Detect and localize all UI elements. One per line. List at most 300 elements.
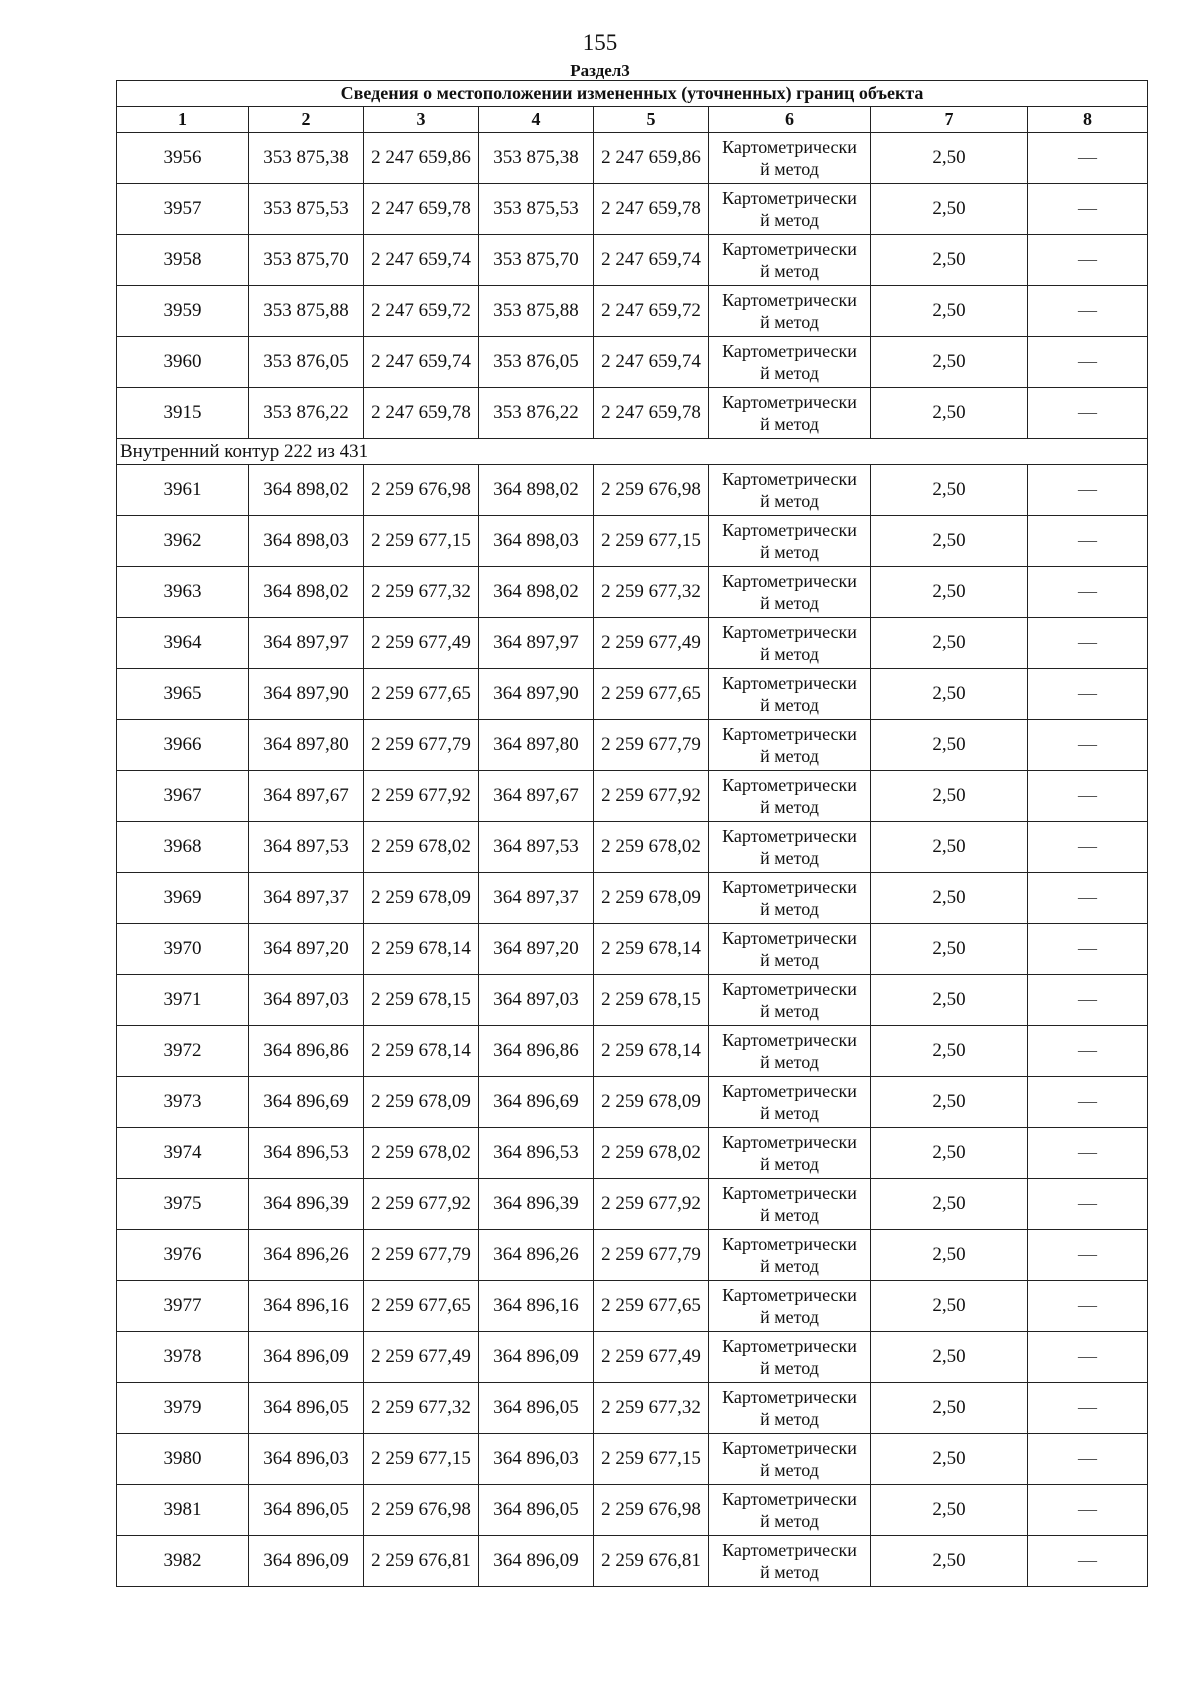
x-coordinate-new-cell: 364 896,39 [479, 1179, 594, 1230]
column-header: 1 [117, 107, 249, 133]
method-cell [709, 1179, 871, 1230]
y-coordinate-cell: 2 259 677,92 [364, 771, 479, 822]
method-cell [709, 924, 871, 975]
table-row [117, 465, 1148, 516]
table-row [117, 1128, 1148, 1179]
section-label: Раздел3 [570, 61, 630, 80]
x-coordinate-new-cell: 364 898,03 [479, 516, 594, 567]
empty-cell: — [1028, 465, 1148, 516]
empty-cell: — [1028, 822, 1148, 873]
y-coordinate-cell: 2 259 678,09 [364, 873, 479, 924]
y-coordinate-new-cell: 2 247 659,74 [594, 337, 709, 388]
precision-cell: 2,50 [871, 720, 1028, 771]
method-text-line1: Картометрически [722, 1540, 857, 1560]
x-coordinate-new-cell: 364 897,80 [479, 720, 594, 771]
method-text-line1: Картометрически [722, 1081, 857, 1101]
y-coordinate-new-cell: 2 259 678,09 [594, 1077, 709, 1128]
table-row [117, 133, 1148, 184]
method-text-line1: Картометрически [722, 622, 857, 642]
precision-cell: 2,50 [871, 567, 1028, 618]
point-number-cell: 3962 [117, 516, 249, 567]
point-number-cell: 3961 [117, 465, 249, 516]
empty-cell: — [1028, 388, 1148, 439]
method-text-line2: й метод [760, 1409, 819, 1429]
method-text-line1: Картометрически [722, 724, 857, 744]
method-cell [709, 184, 871, 235]
precision-cell: 2,50 [871, 133, 1028, 184]
precision-cell: 2,50 [871, 1536, 1028, 1587]
y-coordinate-new-cell: 2 259 677,15 [594, 1434, 709, 1485]
y-coordinate-new-cell: 2 259 677,32 [594, 1383, 709, 1434]
method-cell [709, 822, 871, 873]
precision-cell: 2,50 [871, 1332, 1028, 1383]
empty-cell: — [1028, 133, 1148, 184]
point-number-cell: 3959 [117, 286, 249, 337]
method-text-line1: Картометрически [722, 188, 857, 208]
x-coordinate-new-cell: 364 897,90 [479, 669, 594, 720]
y-coordinate-cell: 2 259 678,14 [364, 924, 479, 975]
method-cell [709, 1026, 871, 1077]
y-coordinate-cell: 2 259 676,98 [364, 465, 479, 516]
empty-cell: — [1028, 1077, 1148, 1128]
empty-cell: — [1028, 618, 1148, 669]
x-coordinate-new-cell: 364 896,09 [479, 1332, 594, 1383]
y-coordinate-new-cell: 2 247 659,72 [594, 286, 709, 337]
method-cell [709, 133, 871, 184]
method-text-line1: Картометрически [722, 571, 857, 591]
y-coordinate-cell: 2 247 659,74 [364, 337, 479, 388]
x-coordinate-cell: 364 896,86 [249, 1026, 364, 1077]
precision-cell: 2,50 [871, 1230, 1028, 1281]
x-coordinate-new-cell: 364 896,03 [479, 1434, 594, 1485]
column-header: 2 [249, 107, 364, 133]
y-coordinate-new-cell: 2 247 659,78 [594, 184, 709, 235]
y-coordinate-new-cell: 2 259 678,15 [594, 975, 709, 1026]
y-coordinate-new-cell: 2 259 677,32 [594, 567, 709, 618]
point-number-cell: 3957 [117, 184, 249, 235]
method-cell [709, 516, 871, 567]
empty-cell: — [1028, 337, 1148, 388]
method-text-line2: й метод [760, 899, 819, 919]
x-coordinate-cell: 364 898,02 [249, 567, 364, 618]
method-text-line1: Картометрически [722, 290, 857, 310]
method-text-line2: й метод [760, 746, 819, 766]
empty-cell: — [1028, 286, 1148, 337]
x-coordinate-new-cell: 364 896,86 [479, 1026, 594, 1077]
y-coordinate-new-cell: 2 259 677,92 [594, 771, 709, 822]
table-header-row [117, 107, 1148, 133]
y-coordinate-cell: 2 259 676,98 [364, 1485, 479, 1536]
y-coordinate-cell: 2 259 677,32 [364, 567, 479, 618]
method-text-line2: й метод [760, 491, 819, 511]
y-coordinate-new-cell: 2 259 676,98 [594, 465, 709, 516]
empty-cell: — [1028, 1332, 1148, 1383]
table-row [117, 618, 1148, 669]
point-number-cell: 3968 [117, 822, 249, 873]
method-cell [709, 1230, 871, 1281]
method-text-line2: й метод [760, 848, 819, 868]
precision-cell: 2,50 [871, 1179, 1028, 1230]
precision-cell: 2,50 [871, 1077, 1028, 1128]
y-coordinate-cell: 2 259 677,65 [364, 669, 479, 720]
point-number-cell: 3977 [117, 1281, 249, 1332]
table-row [117, 720, 1148, 771]
y-coordinate-new-cell: 2 259 677,79 [594, 1230, 709, 1281]
x-coordinate-new-cell: 353 876,05 [479, 337, 594, 388]
point-number-cell: 3974 [117, 1128, 249, 1179]
page-number: 155 [582, 30, 618, 55]
table-row [117, 1485, 1148, 1536]
column-header: 6 [709, 107, 871, 133]
method-text-line2: й метод [760, 159, 819, 179]
x-coordinate-new-cell: 353 875,53 [479, 184, 594, 235]
table-row [117, 1383, 1148, 1434]
x-coordinate-cell: 364 897,67 [249, 771, 364, 822]
point-number-cell: 3978 [117, 1332, 249, 1383]
point-number-cell: 3958 [117, 235, 249, 286]
point-number-cell: 3981 [117, 1485, 249, 1536]
y-coordinate-new-cell: 2 259 678,02 [594, 1128, 709, 1179]
x-coordinate-new-cell: 353 876,22 [479, 388, 594, 439]
column-header: 4 [479, 107, 594, 133]
point-number-cell: 3956 [117, 133, 249, 184]
precision-cell: 2,50 [871, 924, 1028, 975]
method-text-line2: й метод [760, 261, 819, 281]
y-coordinate-cell: 2 259 677,15 [364, 1434, 479, 1485]
x-coordinate-new-cell: 364 896,09 [479, 1536, 594, 1587]
method-text-line1: Картометрически [722, 1285, 857, 1305]
x-coordinate-new-cell: 364 896,69 [479, 1077, 594, 1128]
method-cell [709, 1383, 871, 1434]
y-coordinate-cell: 2 259 678,15 [364, 975, 479, 1026]
x-coordinate-cell: 364 896,53 [249, 1128, 364, 1179]
method-text-line2: й метод [760, 210, 819, 230]
method-text-line2: й метод [760, 1103, 819, 1123]
method-text-line2: й метод [760, 1052, 819, 1072]
method-text-line1: Картометрически [722, 392, 857, 412]
y-coordinate-cell: 2 247 659,72 [364, 286, 479, 337]
x-coordinate-new-cell: 364 897,20 [479, 924, 594, 975]
method-cell [709, 1128, 871, 1179]
method-text-line1: Картометрически [722, 1132, 857, 1152]
method-cell [709, 388, 871, 439]
method-text-line2: й метод [760, 363, 819, 383]
column-header: 7 [871, 107, 1028, 133]
x-coordinate-cell: 353 875,53 [249, 184, 364, 235]
method-cell [709, 1077, 871, 1128]
x-coordinate-cell: 353 876,05 [249, 337, 364, 388]
contour-label: Внутренний контур 222 из 431 [117, 439, 1148, 465]
x-coordinate-new-cell: 353 875,70 [479, 235, 594, 286]
y-coordinate-new-cell: 2 259 678,14 [594, 924, 709, 975]
x-coordinate-cell: 364 896,16 [249, 1281, 364, 1332]
x-coordinate-cell: 364 896,69 [249, 1077, 364, 1128]
x-coordinate-cell: 353 876,22 [249, 388, 364, 439]
point-number-cell: 3969 [117, 873, 249, 924]
method-cell [709, 618, 871, 669]
method-text-line1: Картометрически [722, 928, 857, 948]
table-row [117, 516, 1148, 567]
precision-cell: 2,50 [871, 388, 1028, 439]
column-header: 5 [594, 107, 709, 133]
contour-label-row [117, 439, 1148, 465]
precision-cell: 2,50 [871, 1434, 1028, 1485]
method-text-line2: й метод [760, 414, 819, 434]
point-number-cell: 3967 [117, 771, 249, 822]
method-cell [709, 1332, 871, 1383]
table-row [117, 822, 1148, 873]
x-coordinate-cell: 364 898,03 [249, 516, 364, 567]
precision-cell: 2,50 [871, 1026, 1028, 1077]
table-row [117, 567, 1148, 618]
table-row [117, 337, 1148, 388]
table-row [117, 1281, 1148, 1332]
y-coordinate-new-cell: 2 259 677,79 [594, 720, 709, 771]
precision-cell: 2,50 [871, 337, 1028, 388]
x-coordinate-new-cell: 364 896,05 [479, 1383, 594, 1434]
table-row [117, 388, 1148, 439]
point-number-cell: 3964 [117, 618, 249, 669]
x-coordinate-new-cell: 364 897,03 [479, 975, 594, 1026]
method-text-line2: й метод [760, 1001, 819, 1021]
y-coordinate-cell: 2 259 677,49 [364, 1332, 479, 1383]
method-text-line2: й метод [760, 1256, 819, 1276]
method-text-line2: й метод [760, 797, 819, 817]
method-cell [709, 975, 871, 1026]
point-number-cell: 3972 [117, 1026, 249, 1077]
table-row [117, 873, 1148, 924]
precision-cell: 2,50 [871, 465, 1028, 516]
x-coordinate-new-cell: 364 897,37 [479, 873, 594, 924]
precision-cell: 2,50 [871, 235, 1028, 286]
table-row [117, 924, 1148, 975]
x-coordinate-cell: 364 897,90 [249, 669, 364, 720]
empty-cell: — [1028, 235, 1148, 286]
coordinates-table [116, 80, 1148, 1587]
method-cell [709, 337, 871, 388]
y-coordinate-new-cell: 2 259 677,15 [594, 516, 709, 567]
x-coordinate-cell: 364 897,03 [249, 975, 364, 1026]
empty-cell: — [1028, 771, 1148, 822]
method-text-line1: Картометрически [722, 673, 857, 693]
table-row [117, 771, 1148, 822]
precision-cell: 2,50 [871, 1128, 1028, 1179]
empty-cell: — [1028, 1434, 1148, 1485]
x-coordinate-cell: 364 897,80 [249, 720, 364, 771]
x-coordinate-cell: 364 896,09 [249, 1536, 364, 1587]
point-number-cell: 3915 [117, 388, 249, 439]
y-coordinate-new-cell: 2 247 659,78 [594, 388, 709, 439]
empty-cell: — [1028, 1179, 1148, 1230]
y-coordinate-cell: 2 259 678,02 [364, 822, 479, 873]
empty-cell: — [1028, 924, 1148, 975]
precision-cell: 2,50 [871, 184, 1028, 235]
empty-cell: — [1028, 1485, 1148, 1536]
method-text-line1: Картометрически [722, 877, 857, 897]
x-coordinate-new-cell: 364 896,16 [479, 1281, 594, 1332]
y-coordinate-cell: 2 247 659,86 [364, 133, 479, 184]
table-row [117, 184, 1148, 235]
empty-cell: — [1028, 567, 1148, 618]
y-coordinate-cell: 2 259 677,49 [364, 618, 479, 669]
precision-cell: 2,50 [871, 1485, 1028, 1536]
point-number-cell: 3976 [117, 1230, 249, 1281]
x-coordinate-new-cell: 364 898,02 [479, 465, 594, 516]
y-coordinate-cell: 2 259 677,79 [364, 1230, 479, 1281]
x-coordinate-cell: 364 896,39 [249, 1179, 364, 1230]
method-cell [709, 235, 871, 286]
x-coordinate-cell: 353 875,88 [249, 286, 364, 337]
method-cell [709, 771, 871, 822]
method-text-line1: Картометрически [722, 1030, 857, 1050]
method-text-line1: Картометрически [722, 341, 857, 361]
method-text-line1: Картометрически [722, 1489, 857, 1509]
y-coordinate-new-cell: 2 247 659,86 [594, 133, 709, 184]
y-coordinate-new-cell: 2 259 677,65 [594, 669, 709, 720]
x-coordinate-cell: 364 896,26 [249, 1230, 364, 1281]
column-header: 3 [364, 107, 479, 133]
method-text-line1: Картометрически [722, 775, 857, 795]
method-text-line2: й метод [760, 312, 819, 332]
method-cell [709, 873, 871, 924]
x-coordinate-cell: 364 896,03 [249, 1434, 364, 1485]
method-text-line2: й метод [760, 593, 819, 613]
point-number-cell: 3965 [117, 669, 249, 720]
method-cell [709, 567, 871, 618]
y-coordinate-new-cell: 2 259 676,98 [594, 1485, 709, 1536]
point-number-cell: 3982 [117, 1536, 249, 1587]
table-row [117, 1026, 1148, 1077]
point-number-cell: 3979 [117, 1383, 249, 1434]
method-text-line1: Картометрически [722, 520, 857, 540]
table-row [117, 1434, 1148, 1485]
method-cell [709, 465, 871, 516]
y-coordinate-cell: 2 247 659,78 [364, 388, 479, 439]
y-coordinate-new-cell: 2 259 678,14 [594, 1026, 709, 1077]
table-row [117, 975, 1148, 1026]
x-coordinate-cell: 364 897,97 [249, 618, 364, 669]
empty-cell: — [1028, 184, 1148, 235]
x-coordinate-new-cell: 364 897,97 [479, 618, 594, 669]
y-coordinate-cell: 2 259 678,14 [364, 1026, 479, 1077]
method-cell [709, 720, 871, 771]
method-text-line1: Картометрически [722, 1387, 857, 1407]
y-coordinate-cell: 2 259 676,81 [364, 1536, 479, 1587]
table-row [117, 286, 1148, 337]
x-coordinate-new-cell: 364 896,05 [479, 1485, 594, 1536]
x-coordinate-new-cell: 364 897,67 [479, 771, 594, 822]
method-text-line1: Картометрически [722, 826, 857, 846]
x-coordinate-cell: 353 875,70 [249, 235, 364, 286]
empty-cell: — [1028, 975, 1148, 1026]
method-text-line2: й метод [760, 1562, 819, 1582]
empty-cell: — [1028, 1383, 1148, 1434]
table-caption: Сведения о местоположении измененных (уточненных) границ объекта [117, 81, 1148, 107]
x-coordinate-new-cell: 353 875,88 [479, 286, 594, 337]
y-coordinate-new-cell: 2 259 677,65 [594, 1281, 709, 1332]
method-text-line2: й метод [760, 1205, 819, 1225]
y-coordinate-new-cell: 2 259 677,49 [594, 1332, 709, 1383]
y-coordinate-new-cell: 2 259 678,09 [594, 873, 709, 924]
x-coordinate-new-cell: 364 898,02 [479, 567, 594, 618]
x-coordinate-new-cell: 353 875,38 [479, 133, 594, 184]
empty-cell: — [1028, 873, 1148, 924]
method-text-line2: й метод [760, 950, 819, 970]
method-cell [709, 669, 871, 720]
method-cell [709, 1536, 871, 1587]
precision-cell: 2,50 [871, 618, 1028, 669]
method-text-line1: Картометрически [722, 469, 857, 489]
method-cell [709, 1281, 871, 1332]
y-coordinate-cell: 2 259 678,02 [364, 1128, 479, 1179]
precision-cell: 2,50 [871, 516, 1028, 567]
table-row [117, 1179, 1148, 1230]
method-text-line2: й метод [760, 542, 819, 562]
point-number-cell: 3966 [117, 720, 249, 771]
y-coordinate-cell: 2 247 659,78 [364, 184, 479, 235]
empty-cell: — [1028, 1536, 1148, 1587]
point-number-cell: 3971 [117, 975, 249, 1026]
point-number-cell: 3970 [117, 924, 249, 975]
precision-cell: 2,50 [871, 771, 1028, 822]
precision-cell: 2,50 [871, 975, 1028, 1026]
empty-cell: — [1028, 1230, 1148, 1281]
y-coordinate-new-cell: 2 259 677,49 [594, 618, 709, 669]
method-cell [709, 1485, 871, 1536]
empty-cell: — [1028, 1281, 1148, 1332]
point-number-cell: 3975 [117, 1179, 249, 1230]
empty-cell: — [1028, 669, 1148, 720]
column-header: 8 [1028, 107, 1148, 133]
table-row [117, 1332, 1148, 1383]
method-text-line1: Картометрически [722, 979, 857, 999]
point-number-cell: 3960 [117, 337, 249, 388]
y-coordinate-cell: 2 259 677,32 [364, 1383, 479, 1434]
x-coordinate-cell: 364 897,37 [249, 873, 364, 924]
y-coordinate-new-cell: 2 247 659,74 [594, 235, 709, 286]
table-caption-row [117, 81, 1148, 107]
method-text-line2: й метод [760, 644, 819, 664]
method-text-line2: й метод [760, 1307, 819, 1327]
method-text-line2: й метод [760, 1460, 819, 1480]
x-coordinate-new-cell: 364 896,53 [479, 1128, 594, 1179]
method-text-line2: й метод [760, 1154, 819, 1174]
precision-cell: 2,50 [871, 1383, 1028, 1434]
y-coordinate-new-cell: 2 259 678,02 [594, 822, 709, 873]
table-row [117, 669, 1148, 720]
y-coordinate-new-cell: 2 259 677,92 [594, 1179, 709, 1230]
method-text-line1: Картометрически [722, 137, 857, 157]
y-coordinate-cell: 2 259 677,65 [364, 1281, 479, 1332]
x-coordinate-cell: 364 897,20 [249, 924, 364, 975]
method-text-line2: й метод [760, 1511, 819, 1531]
point-number-cell: 3980 [117, 1434, 249, 1485]
method-text-line2: й метод [760, 1358, 819, 1378]
precision-cell: 2,50 [871, 286, 1028, 337]
method-text-line1: Картометрически [722, 1234, 857, 1254]
method-text-line2: й метод [760, 695, 819, 715]
x-coordinate-cell: 364 896,05 [249, 1383, 364, 1434]
precision-cell: 2,50 [871, 1281, 1028, 1332]
y-coordinate-cell: 2 247 659,74 [364, 235, 479, 286]
x-coordinate-new-cell: 364 897,53 [479, 822, 594, 873]
x-coordinate-cell: 353 875,38 [249, 133, 364, 184]
empty-cell: — [1028, 1128, 1148, 1179]
method-text-line1: Картометрически [722, 239, 857, 259]
x-coordinate-cell: 364 896,09 [249, 1332, 364, 1383]
y-coordinate-cell: 2 259 677,79 [364, 720, 479, 771]
y-coordinate-cell: 2 259 677,15 [364, 516, 479, 567]
